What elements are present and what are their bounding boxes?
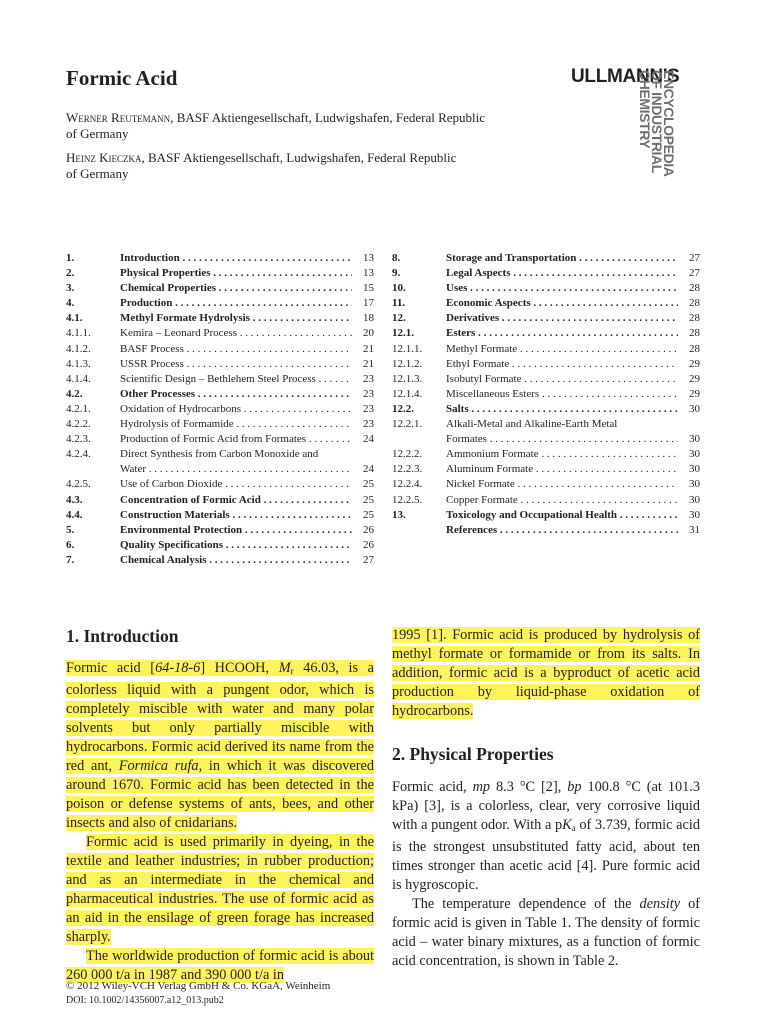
toc-title: Quality Specifications . . . [120,538,352,553]
author-affiliation: , BASF Aktiengesellschaft, Ludwigshafen, Federal Republic [170,110,486,125]
toc-page: 21 [363,342,374,355]
toc-page: 25 [363,493,374,506]
logo-line-encyclopedia: ENCYCLOPEDIA [661,70,677,177]
toc-number: 10. [392,282,406,295]
toc-number: 9. [392,267,401,280]
toc-page: 17 [363,297,374,310]
toc-title: Copper Formate . . . [446,493,678,508]
intro-highlight [66,660,374,831]
toc-entry[interactable] [66,266,374,281]
text-run: , in which it was discovered around 1670. Formic acid has been detected in the poison or defense systems of ants, bees, and other insects and also of cnidarians. [66,758,374,831]
toc-number: 6. [66,538,75,551]
intro-highlight: Formic acid is used primarily in dyeing, in the textile and leather industries; in rubber production; and as an intermediate in the chemical and pharmaceutical industries. The use of formic acid as an aid in the ensilage of green forage has increased sharply. [66,834,374,945]
toc-number: 12. [392,312,406,325]
toc-title: Production of Formic Acid from Formates . . . [120,432,352,447]
toc-title: Toxicology and Occupational Health . . . [446,508,678,523]
toc-number: 4.1.4. [66,372,91,385]
toc-title: Derivatives . . . [446,311,678,326]
toc-page: 23 [363,418,374,431]
toc-entry[interactable] [66,432,374,447]
toc-page: 30 [689,508,700,521]
toc-page: 29 [689,372,700,385]
toc-number: 2. [66,267,75,280]
toc-entry[interactable] [66,447,374,462]
text-run: of 3.739, formic acid is the strongest unsubstituted fatty acid, about ten times stronger than acetic acid [4]. Pure formic acid is hygroscopic. [392,817,700,893]
intro-left-column [66,659,374,985]
toc-page: 13 [363,267,374,280]
toc-number: 5. [66,523,75,536]
intro-right-column [392,626,700,721]
toc-title: Ammonium Formate . . . [446,447,678,462]
toc-page: 23 [363,402,374,415]
toc-page: 30 [689,448,700,461]
toc-number: 4.2.4. [66,448,91,461]
toc-title: Esters . . . [446,326,678,341]
toc-page: 27 [363,553,374,566]
toc-page: 13 [363,252,374,264]
text-run: The temperature dependence of the [412,896,640,912]
toc-entry[interactable] [392,432,700,447]
toc-page: 21 [363,357,374,370]
toc-title: Alkali-Metal and Alkaline-Earth Metal [446,418,618,431]
toc-entry[interactable] [66,296,374,311]
toc-page: 26 [363,523,374,536]
section-heading-physical-properties: 2. Physical Properties [392,744,554,764]
toc-number: 13. [392,508,406,521]
toc-entry[interactable] [392,342,700,357]
toc-entry[interactable] [66,553,374,568]
toc-entry[interactable] [66,281,374,296]
toc-number: 12.2.1. [392,418,423,431]
toc-number: 4.2.2. [66,418,91,431]
logo-line-chemistry: CHEMISTRY [637,70,653,149]
text-run: 8.3 °C [2], [490,779,568,795]
logo-line-of-industrial: OF INDUSTRIAL [649,70,665,173]
toc-number: 12.2. [392,402,414,415]
toc-number: 12.2.5. [392,493,423,506]
table-of-contents-right [392,251,700,538]
toc-entry[interactable] [392,387,700,402]
toc-title: Legal Aspects . . . [446,266,678,281]
toc-entry[interactable] [392,417,700,432]
author-name: Heinz Kieczka [66,150,142,165]
toc-title: BASF Process . . . [120,342,352,357]
toc-number: 12.2.3. [392,463,423,476]
toc-page: 25 [363,508,374,521]
physical-paragraph-1 [392,778,700,895]
author-name: Werner Reutemann [66,110,171,125]
toc-number: 12.1.1. [392,342,423,355]
toc-number: 4.1.3. [66,357,91,370]
toc-number: 4.2. [66,387,83,400]
melting-point-abbr: mp [472,779,491,795]
text-run: ] HCOOH, [200,660,279,676]
toc-title: USSR Process . . . [120,357,352,372]
toc-number: 4. [66,297,75,310]
toc-entry[interactable] [392,281,700,296]
toc-entry[interactable] [392,402,700,417]
toc-title: References . . . [446,523,678,538]
toc-number: 3. [66,282,75,295]
intro-highlight: The worldwide production of formic acid is about 260 000 t/a in 1987 and 390 000 t/a in [66,948,374,983]
density-term: density [639,896,681,912]
toc-number: 12.1. [392,327,414,340]
toc-number: 12.1.2. [392,357,423,370]
toc-entry[interactable] [66,477,374,492]
section-heading-introduction: 1. Introduction [66,626,179,646]
toc-number: 4.4. [66,508,83,521]
toc-title: Water . . . [120,462,352,477]
toc-number: 12.2.2. [392,448,423,461]
toc-entry[interactable] [392,311,700,326]
pka-symbol: K [562,817,572,833]
physical-properties-column [392,778,700,971]
toc-number: 4.2.5. [66,478,91,491]
toc-page: 24 [363,463,374,476]
toc-entry[interactable] [66,462,374,477]
toc-entry[interactable] [392,372,700,387]
toc-page: 30 [689,433,700,446]
toc-page: 31 [689,523,700,536]
ullmanns-logo: ULLMANN'S [571,66,680,87]
toc-page: 24 [363,433,374,446]
toc-page: 30 [689,493,700,506]
intro-paragraph-3-cont [392,626,700,721]
author-affiliation-cont: of Germany [66,126,129,141]
toc-page: 27 [689,267,700,280]
toc-title: Construction Materials . . . [120,508,352,523]
toc-title: Physical Properties . . . [120,266,352,281]
toc-number: 12.1.4. [392,387,423,400]
toc-page: 18 [363,312,374,325]
toc-title: Hydrolysis of Formamide . . . [120,417,352,432]
toc-title: Salts . . . [446,402,678,417]
text-run: 46.03, is a colorless liquid with a pungent odor, which is completely miscible with water and many polar solvents but only partially miscible with hydrocarbons. Formic acid derived its name from the red ant, [66,660,374,774]
toc-entry[interactable] [392,266,700,281]
toc-number: 4.2.3. [66,433,91,446]
toc-entry[interactable] [392,326,700,341]
toc-number: 12.1.3. [392,372,423,385]
toc-number: 12.2.4. [392,478,423,491]
toc-page: 25 [363,478,374,491]
toc-number: 7. [66,553,75,566]
toc-title: Concentration of Formic Acid . . . [120,493,352,508]
boiling-point-abbr: bp [567,779,582,795]
toc-title: Nickel Formate . . . [446,477,678,492]
toc-title: Aluminum Formate . . . [446,462,678,477]
text-run: Formic acid [ [66,660,156,676]
toc-title: Formates . . . [446,432,678,447]
toc-number: 1. [66,252,75,264]
toc-page: 27 [689,252,700,264]
toc-title: Storage and Transportation . . . [446,251,678,266]
molar-mass-symbol: M [278,660,291,676]
intro-paragraph-1 [66,659,374,833]
toc-entry[interactable] [66,326,374,341]
toc-number: 4.1.1. [66,327,91,340]
author-1 [66,110,556,142]
toc-title: Use of Carbon Dioxide . . . [120,477,352,492]
toc-page: 20 [363,327,374,340]
toc-page: 28 [689,327,700,340]
toc-entry[interactable] [392,357,700,372]
toc-entry[interactable] [66,357,374,372]
intro-highlight: 1995 [1]. Formic acid is produced by hydrolysis of methyl formate or formamide or from its salts. In addition, formic acid is a byproduct of acetic acid production by liquid-phase oxidation of hydrocarbons. [392,627,700,719]
toc-entry[interactable] [66,342,374,357]
toc-page: 26 [363,538,374,551]
cas-number: 64-18-6 [155,660,201,676]
toc-entry[interactable] [392,508,700,523]
toc-entry[interactable] [66,493,374,508]
toc-page: 23 [363,387,374,400]
copyright-notice: © 2012 Wiley-VCH Verlag GmbH & Co. KGaA, Weinheim [66,980,331,992]
species-name: Formica rufa [118,758,199,774]
author-affiliation-cont: of Germany [66,166,129,181]
article-title: Formic Acid [66,66,178,90]
toc-title: Chemical Properties . . . [120,281,352,296]
toc-number: 4.1.2. [66,342,91,355]
text-run: Formic acid, [392,779,473,795]
toc-entry[interactable] [392,447,700,462]
toc-entry[interactable] [66,387,374,402]
toc-title: Production . . . [120,296,352,311]
toc-entry[interactable] [66,311,374,326]
toc-title: Oxidation of Hydrocarbons . . . [120,402,352,417]
subscript: a [571,823,576,833]
toc-page: 28 [689,312,700,325]
toc-number: 11. [392,297,406,310]
toc-page: 15 [363,282,374,295]
toc-page: 28 [689,342,700,355]
toc-title: Methyl Formate Hydrolysis . . . [120,311,352,326]
toc-entry[interactable] [66,402,374,417]
toc-entry[interactable] [66,538,374,553]
text-run: of formic acid is given in Table 1. The density of formic acid – water binary mixtures, as a function of formic acid concentration, is shown in Table 2. [392,896,700,969]
encyclopedia-logo-vertical [637,70,677,202]
toc-title: Methyl Formate . . . [446,342,678,357]
toc-entry[interactable] [392,462,700,477]
physical-paragraph-2 [392,895,700,971]
toc-title: Environmental Protection . . . [120,523,352,538]
toc-number: 4.1. [66,312,83,325]
toc-page: 29 [689,387,700,400]
toc-title: Scientific Design – Bethlehem Steel Process . . . [120,372,352,387]
subscript: r [290,666,294,676]
toc-title: Isobutyl Formate . . . [446,372,678,387]
toc-entry[interactable] [392,251,700,266]
toc-entry[interactable] [66,251,374,266]
toc-entry[interactable] [66,508,374,523]
toc-title: Introduction . . . [120,251,352,266]
toc-number: 4.2.1. [66,402,91,415]
toc-title: Ethyl Formate . . . [446,357,678,372]
toc-entry[interactable] [66,523,374,538]
toc-title: Miscellaneous Esters . . . [446,387,678,402]
toc-entry[interactable] [392,523,700,538]
toc-entry[interactable] [392,296,700,311]
toc-entry[interactable] [66,417,374,432]
toc-title: Direct Synthesis from Carbon Monoxide and [120,448,319,461]
toc-title: Other Processes . . . [120,387,352,402]
toc-title: Economic Aspects . . . [446,296,678,311]
author-affiliation: , BASF Aktiengesellschaft, Ludwigshafen, Federal Republic [141,150,457,165]
toc-entry[interactable] [392,493,700,508]
toc-entry[interactable] [66,372,374,387]
toc-title: Kemira – Leonard Process . . . [120,326,352,341]
table-of-contents-left [66,251,374,568]
text-run: 100.8 °C (at 101.3 kPa) [3], is a colorless, clear, very corrosive liquid with a pungent odor. With a p [392,779,701,833]
author-2 [66,150,556,182]
toc-title: Uses . . . [446,281,678,296]
toc-number: 8. [392,252,401,264]
toc-page: 30 [689,463,700,476]
toc-page: 28 [689,297,700,310]
intro-paragraph-2 [66,833,374,947]
toc-page: 30 [689,402,700,415]
doi-line: DOI: 10.1002/14356007.a12_013.pub2 [66,995,224,1006]
toc-title: Chemical Analysis . . . [120,553,352,568]
toc-page: 23 [363,372,374,385]
toc-page: 30 [689,478,700,491]
toc-page: 29 [689,357,700,370]
toc-number: 4.3. [66,493,83,506]
toc-page: 28 [689,282,700,295]
toc-entry[interactable] [392,477,700,492]
